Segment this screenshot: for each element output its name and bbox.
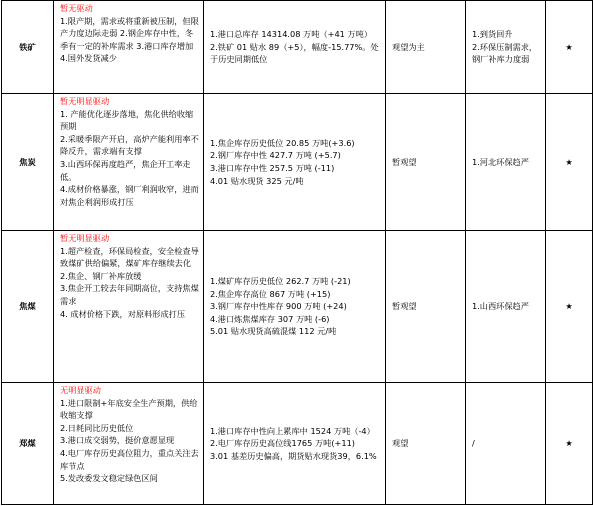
driver-item: 4.成材价格暴涨，钢厂利润收窄，进而对焦企利润形成打压 xyxy=(60,184,199,207)
ref-item: 1.到货回升 xyxy=(472,29,513,40)
refs-cell xyxy=(466,94,546,231)
refs-cell xyxy=(466,231,546,383)
table-row xyxy=(2,1,593,94)
driver-item: 5.发改委发文稳定绿色区间 xyxy=(60,473,158,484)
rating-star-icon: ★ xyxy=(546,231,593,383)
driver-heading: 暂无明显驱动 xyxy=(60,96,110,106)
ref-item: 2.环保压制需求，钢厂补库力度弱 xyxy=(472,41,538,65)
drivers-cell xyxy=(54,1,204,94)
inventory-item: 3.钢厂库存中性库存 900 万吨 (+24) xyxy=(210,301,347,312)
drivers-cell xyxy=(54,231,204,383)
ref-item: 1.河北环保趋严 xyxy=(472,156,529,167)
commodity-name: 焦煤 xyxy=(2,231,54,383)
inventory-cell xyxy=(204,231,386,383)
inventory-cell xyxy=(204,1,386,94)
inventory-item: 4.01 贴水现货 325 元/吨 xyxy=(210,175,304,186)
refs-cell xyxy=(466,383,546,505)
inventory-item: 2.焦企库存高位 867 万吨 (+15) xyxy=(210,288,331,299)
inventory-item: 5.01 贴水现货高硫混煤 112 元/吨 xyxy=(210,326,337,337)
commodity-name: 焦炭 xyxy=(2,94,54,231)
driver-heading: 暂无驱动 xyxy=(60,3,93,13)
inventory-item: 1.煤矿库存历史低位 262.7 万吨 (-21) xyxy=(210,276,351,287)
driver-heading: 暂无明显驱动 xyxy=(60,233,110,243)
table-row xyxy=(2,383,593,505)
inventory-item: 4.港口炼焦煤库存 307 万吨 (-6) xyxy=(210,313,330,324)
ref-item: 1.山西环保趋严 xyxy=(472,301,529,312)
driver-item: 3.山西环保再度趋严，焦企开工率走低。 xyxy=(60,158,191,182)
driver-item: 1. 产能优化逐步落地，焦化供给收缩预期 xyxy=(60,108,194,132)
driver-item: 2.焦企、钢厂补库放缓 xyxy=(60,270,142,281)
inventory-item: 1.焦企库存历史低位 20.85 万吨(+3.6) xyxy=(210,137,355,148)
inventory-item: 3.港口库存中性 257.5 万吨 (-11) xyxy=(210,163,335,173)
driver-item: 4.电厂库存历史高位阻力，重点关注去库节点 xyxy=(60,447,199,471)
inventory-item: 1.港口总库存 14314.08 万吨（+41 万吨） xyxy=(210,29,373,40)
commodity-name: 铁矿 xyxy=(2,1,54,94)
table-row xyxy=(2,231,593,383)
ref-item: / xyxy=(472,438,475,449)
inventory-cell xyxy=(204,94,386,231)
drivers-cell xyxy=(54,383,204,505)
driver-item: 1.进口限制+年底安全生产预期，供给收缩支撑 xyxy=(60,397,198,421)
driver-item: 1.限产期，需求或将重新被压制，但限产力度边际走弱 2.钢企库存中性，冬季有一定的补库需求 3.港口库存增加 4.国外发货减少 xyxy=(60,15,199,64)
table-row xyxy=(2,94,593,231)
inventory-item: 2.电厂库存历史高位线1765 万吨(+11) xyxy=(210,438,355,449)
refs-cell xyxy=(466,1,546,94)
inventory-cell xyxy=(204,383,386,505)
inventory-item: 1.港口库存中性向上累库中 1524 万吨（-4） xyxy=(210,425,375,436)
inventory-item: 2.钢厂库存中性 427.7 万吨 (+5.7) xyxy=(210,150,341,161)
view-cell: 暂观望 xyxy=(386,231,466,383)
view-cell: 观望为主 xyxy=(386,1,466,94)
driver-item: 4. 成材价格下跌，对原料形成打压 xyxy=(60,308,186,319)
rating-star-icon: ★ xyxy=(546,94,593,231)
driver-item: 1.超产检查，环保局检查，安全检查导致煤矿供给偏紧，煤矿库存继续去化 xyxy=(60,245,199,269)
driver-item: 2.采暖季限产开启，高炉产能利用率不降反升，需求端有支撑 xyxy=(60,133,199,157)
drivers-cell xyxy=(54,94,204,231)
view-cell: 暂观望 xyxy=(386,94,466,231)
inventory-item: 2.铁矿 01 贴水 89（+5），幅度-15.77%。处于历史同期低位 xyxy=(210,41,379,65)
driver-item: 3.港口成交弱势，挺价意愿显现 xyxy=(60,435,175,446)
commodity-table xyxy=(1,0,593,505)
commodity-name: 郑煤 xyxy=(2,383,54,505)
rating-star-icon: ★ xyxy=(546,383,593,505)
driver-item: 3.焦企开工较去年同期高位，支持焦煤需求 xyxy=(60,283,199,306)
rating-star-icon: ★ xyxy=(546,1,593,94)
driver-item: 2.日耗同比历史低位 xyxy=(60,422,134,433)
inventory-item: 3.01 基差历史偏高，期货贴水现货39，6.1% xyxy=(210,450,377,461)
driver-heading: 无明显驱动 xyxy=(60,385,101,395)
view-cell: 观望 xyxy=(386,383,466,505)
